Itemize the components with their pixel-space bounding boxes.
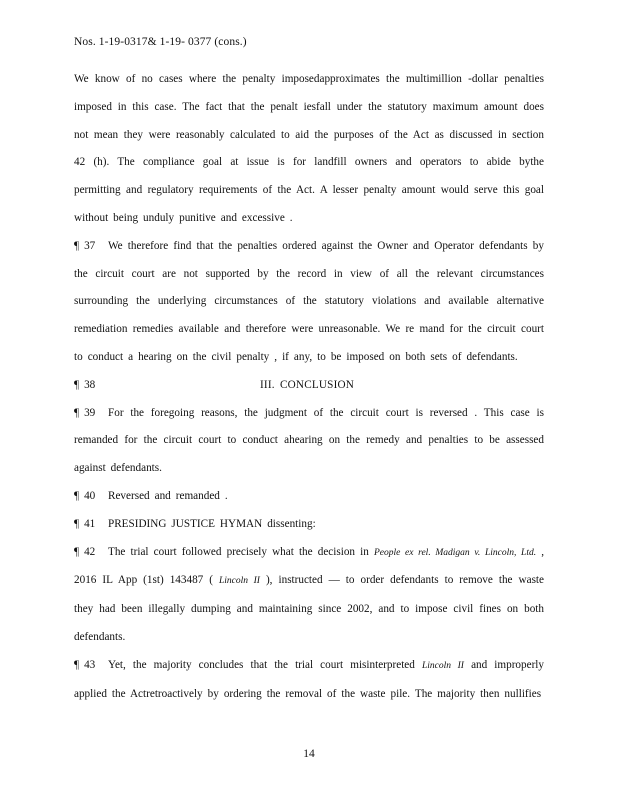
case-citation: People ex rel. Madigan v. Lincoln, Ltd. bbox=[373, 547, 537, 558]
paragraph-text: Yet, the majority concludes that the trial court misinterpreted bbox=[108, 658, 422, 671]
paragraph-text: and improperly applied the Actretroactively by ordering the removal of the waste pile. The majority then nullifies bbox=[74, 658, 545, 700]
paragraph-text: PRESIDING JUSTICE HYMAN dissenting: bbox=[108, 517, 316, 530]
paragraph-number: ¶ 37 bbox=[74, 239, 96, 252]
paragraph-number: ¶ 43 bbox=[74, 658, 96, 671]
paragraph-text: Reversed and remanded . bbox=[108, 489, 228, 502]
paragraph-text: ), instructed — to order defendants to remove the waste they had been illegally dumping and maintaining since 2002, and to impose civil fines on both defendants. bbox=[74, 574, 544, 643]
paragraph-40 bbox=[74, 483, 544, 511]
paragraph-37 bbox=[74, 233, 544, 372]
paragraph-42 bbox=[74, 539, 544, 652]
paragraph-number: ¶ 38 bbox=[74, 378, 96, 391]
case-citation: Lincoln II bbox=[219, 576, 260, 587]
paragraph-number: ¶ 41 bbox=[74, 517, 96, 530]
paragraph-43 bbox=[74, 652, 544, 709]
case-citation: Lincoln II bbox=[421, 660, 464, 671]
paragraph-text: We therefore find that the penalties ordered against the Owner and Operator defendants by the circuit court are not supported by the record in view of all the relevant circumstances surrounding the underlying circumstances of the statutory violations and available alternative remediation remedies available and therefore were unreasonable. We re mand for the circuit court to conduct a hearing on the civil penalty , if any, to be imposed on both sets of defendants. bbox=[74, 239, 544, 363]
section-heading: III. CONCLUSION bbox=[260, 378, 355, 391]
paragraph-intro: We know of no cases where the penalty imposedapproximates the multimillion -dollar penalties imposed in this case. The fact that the penalt iesfall under the statutory maximum amount does not mean they were reasonably calculated to aid the purposes of the Act as discussed in section 42 (h). The compliance goal at issue is for landfill owners and operators to abide bythe permitting and regulatory requirements of the Act. A lesser penalty amount would serve this goal without being unduly punitive and excessive . bbox=[74, 73, 544, 224]
opinion-body bbox=[74, 66, 544, 708]
paragraph-41 bbox=[74, 511, 544, 539]
paragraph-text: , 2016 IL App (1st) 143487 ( bbox=[74, 545, 544, 587]
paragraph-number: ¶ 42 bbox=[74, 545, 96, 558]
paragraph-number: ¶ 39 bbox=[74, 406, 96, 419]
paragraph-number: ¶ 40 bbox=[74, 489, 96, 502]
page-number: 14 bbox=[303, 748, 315, 760]
paragraph-text: For the foregoing reasons, the judgment of the circuit court is reversed . This case is remanded for the circuit court to conduct ahearing on the remedy and penalties to be assessed against defendants. bbox=[74, 406, 544, 475]
case-number-header: Nos. 1-19-0317& 1-19- 0377 (cons.) bbox=[74, 36, 247, 48]
paragraph-39 bbox=[74, 400, 544, 483]
paragraph-38 bbox=[74, 372, 544, 400]
paragraph-text: The trial court followed precisely what the decision in bbox=[108, 545, 374, 558]
